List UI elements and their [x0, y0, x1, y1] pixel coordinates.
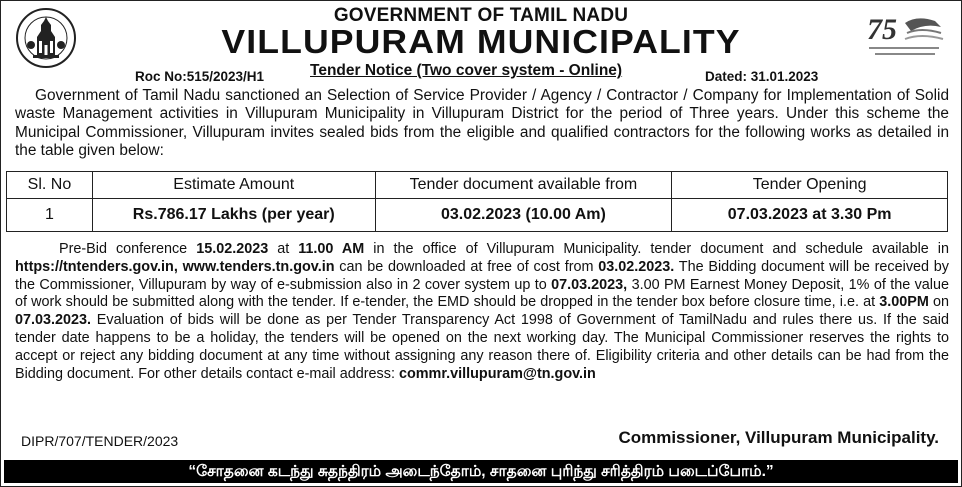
- closure-time: 3.00PM: [879, 294, 929, 311]
- header-available-from: Tender document available from: [375, 172, 672, 199]
- tender-websites-link[interactable]: https://tntenders.gov.in, www.tenders.tn.gov.in: [15, 258, 335, 275]
- roc-number: Roc No:515/2023/H1: [135, 69, 265, 84]
- details-text: on: [928, 294, 949, 311]
- intro-paragraph: [15, 87, 949, 161]
- notice-title: Tender Notice (Two cover system - Online): [310, 62, 623, 79]
- tender-table: [6, 171, 948, 232]
- table-row: [7, 199, 948, 232]
- details-text: can be downloaded at free of cost from: [334, 258, 599, 275]
- details-text: at: [268, 241, 299, 257]
- details-text: Evaluation of bids will be done as per Tender Transparency Act 1998 of Government of TamilNadu and rules there us. If the said tender date happens to be a holiday, the tenders will be opened on the next working day. The Municipal Commissioner reserves the rights to accept or reject any bidding document at any time without assigning any reason there of. Eligibility criteria and other details can be had from the Bidding document. For other details contact e-mail address:: [15, 312, 949, 382]
- details-text: Pre-Bid conference: [59, 241, 197, 257]
- municipality-heading: VILLUPURAM MUNICIPALITY: [221, 23, 741, 60]
- header-estimate-amount: Estimate Amount: [92, 172, 375, 199]
- contact-email-link[interactable]: commr.villupuram@tn.gov.in: [398, 365, 596, 382]
- details-paragraph: [15, 241, 949, 383]
- details-text: 3.00 PM Earnest Money Deposit, 1% of the value of work should be submitted along with the tender. If e-tender, the EMD should be dropped in the tender box before closure time, i.e. at: [15, 276, 949, 311]
- dipr-reference: DIPR/707/TENDER/2023: [21, 433, 179, 449]
- details-text: in the office of Villupuram Municipality. tender document and schedule available in: [364, 241, 950, 257]
- header-sl-no: Sl. No: [7, 172, 93, 199]
- tamil-slogan-banner: “சோதனை கடந்து சுதந்திரம் அடைந்தோம், சாதனை புரிந்து சரித்திரம் படைப்போம்.”: [4, 460, 958, 483]
- intro-text: Government of Tamil Nadu sanctioned an Selection of Service Provider / Agency / Contractor / Company for Implementation of Solid waste Management activities in Villupuram Municipality in Villupuram District for the period of Three years. Under this scheme the Municipal Commissioner, Villupuram invites sealed bids from the eligible and qualified contractors for the following works as detailed in the table given below:: [15, 87, 949, 160]
- government-heading: GOVERNMENT OF TAMIL NADU: [333, 5, 629, 26]
- cell-tender-opening: 07.03.2023 at 3.30 Pm: [672, 199, 948, 232]
- submission-deadline-date: 07.03.2023,: [551, 276, 628, 293]
- header-tender-opening: Tender Opening: [672, 172, 948, 199]
- commissioner-signature: Commissioner, Villupuram Municipality.: [618, 428, 939, 447]
- notice-date: Dated: 31.01.2023: [705, 69, 819, 84]
- prebid-date: 15.02.2023: [196, 241, 269, 257]
- cell-estimate-amount: Rs.786.17 Lakhs (per year): [92, 199, 375, 232]
- prebid-time: 11.00 AM: [298, 241, 365, 257]
- closure-date: 07.03.2023.: [15, 312, 92, 329]
- cell-sl-no: 1: [7, 199, 93, 232]
- cell-available-from: 03.02.2023 (10.00 Am): [375, 199, 672, 232]
- table-header-row: [7, 172, 948, 199]
- details-text: The Bidding document will be received by the Commissioner, Villupuram by way of e-submission also in 2 cover system up to: [15, 258, 949, 293]
- download-start-date: 03.02.2023.: [598, 258, 675, 275]
- logo-75-text: 75: [867, 13, 897, 46]
